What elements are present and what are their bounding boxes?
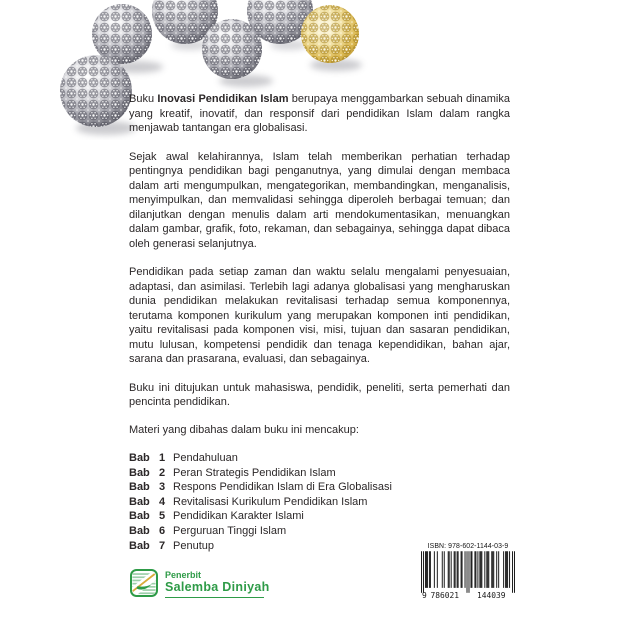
publisher-line1: Penerbit <box>165 570 202 580</box>
audience-paragraph: Buku ini ditujukan untuk mahasiswa, pendidik, peneliti, serta pemerhati dan pencinta pendidikan. <box>129 381 510 408</box>
isbn-label: ISBN: 978-602-1144-03-9 <box>427 543 509 550</box>
contents-heading: Materi yang dibahas dalam buku ini mencakup: <box>129 423 359 436</box>
intro-lead: Buku <box>129 93 158 105</box>
chapter-number: 7 <box>159 539 166 552</box>
chapter-label: Bab <box>129 466 150 479</box>
chapter-number: 1 <box>159 452 166 464</box>
chapter-label: Bab <box>129 481 150 494</box>
intro-paragraph <box>129 92 510 136</box>
chapter-row <box>129 466 510 481</box>
chapter-number: 4 <box>159 495 166 508</box>
chapter-row <box>129 480 510 495</box>
sphere-gold <box>301 5 359 63</box>
chapter-row <box>129 524 510 539</box>
intro-rest: berupaya menggambarkan sebuah dinamika yang kreatif, inovatif, dan responsif dari pendidikan Islam dalam rangka menjawab tantangan era globalisasi. <box>129 93 510 134</box>
book-title: Inovasi Pendidikan Islam <box>157 93 289 105</box>
chapter-title: Penutup <box>173 539 214 552</box>
chapter-title: Pendidikan Karakter Islami <box>173 510 304 523</box>
ean13-barcode <box>421 551 515 599</box>
chapter-label: Bab <box>129 495 150 508</box>
publisher-block <box>130 569 270 598</box>
history-paragraph: Sejak awal kelahirannya, Islam telah memberikan perhatian terhadap pentingnya pendidikan bagi penganutnya, yang dimulai dengan membaca dalam arti mengumpulkan, mengategorikan, membandingkan, menganalisis, menyimpulkan, dan memvalidasi sehingga diperoleh berbagai temuan; dan dilanjutkan dengan menulis dalam arti mendokumentasikan, menuangkan dalam gambar, grafik, foto, rekaman, dan sebagainya, sehingga dapat dibaca oleh generasi selanjutnya. <box>129 150 510 250</box>
sphere-gray-1 <box>92 4 152 64</box>
barcode-digit-group1: 786021 <box>430 590 460 599</box>
chapter-label: Bab <box>129 539 150 552</box>
publisher-line2: Salemba Diniyah <box>165 580 270 594</box>
chapter-title: Peran Strategis Pendidikan Islam <box>173 466 336 479</box>
chapter-number: 3 <box>159 481 166 494</box>
barcode-digit-group2: 144039 <box>476 590 506 599</box>
chapter-list <box>129 451 510 553</box>
chapter-label: Bab <box>129 510 150 523</box>
chapter-row <box>129 495 510 510</box>
chapter-title: Revitalisasi Kurikulum Pendidikan Islam <box>173 495 368 508</box>
back-cover-copy <box>129 92 510 553</box>
chapter-title: Pendahuluan <box>173 452 238 464</box>
chapter-label: Bab <box>129 524 150 537</box>
chapter-row <box>129 451 510 466</box>
chapter-title: Perguruan Tinggi Islam <box>173 524 287 537</box>
barcode-digit-lead: 9 <box>421 590 427 599</box>
globalization-paragraph: Pendidikan pada setiap zaman dan waktu selalu mengalami penyesuaian, adaptasi, dan asimilasi. Terlebih lagi adanya globalisasi yang mengharuskan dunia pendidikan melakukan revitalisasi terhadap semua komponennya, terutama komponen kurikulum yang merupakan komponen inti pendidikan, yaitu revitalisasi pada komponen visi, misi, tujuan dan sasaran pendidikan, mutu lulusan, kompetensi pendidik dan tenaga kependidikan, bahan ajar, sarana dan prasarana, evaluasi, dan sebagainya. <box>129 266 510 365</box>
publisher-underline <box>165 597 264 598</box>
publisher-name <box>165 569 270 598</box>
chapter-number: 6 <box>159 524 166 537</box>
chapter-label: Bab <box>129 452 150 464</box>
chapter-title: Respons Pendidikan Islam di Era Globalisasi <box>173 481 392 494</box>
chapter-row <box>129 509 510 524</box>
sphere-gray-5 <box>60 55 132 127</box>
chapter-number: 2 <box>159 466 166 479</box>
chapter-number: 5 <box>159 510 166 523</box>
publisher-logo-icon <box>130 569 158 597</box>
isbn-block <box>421 543 515 604</box>
